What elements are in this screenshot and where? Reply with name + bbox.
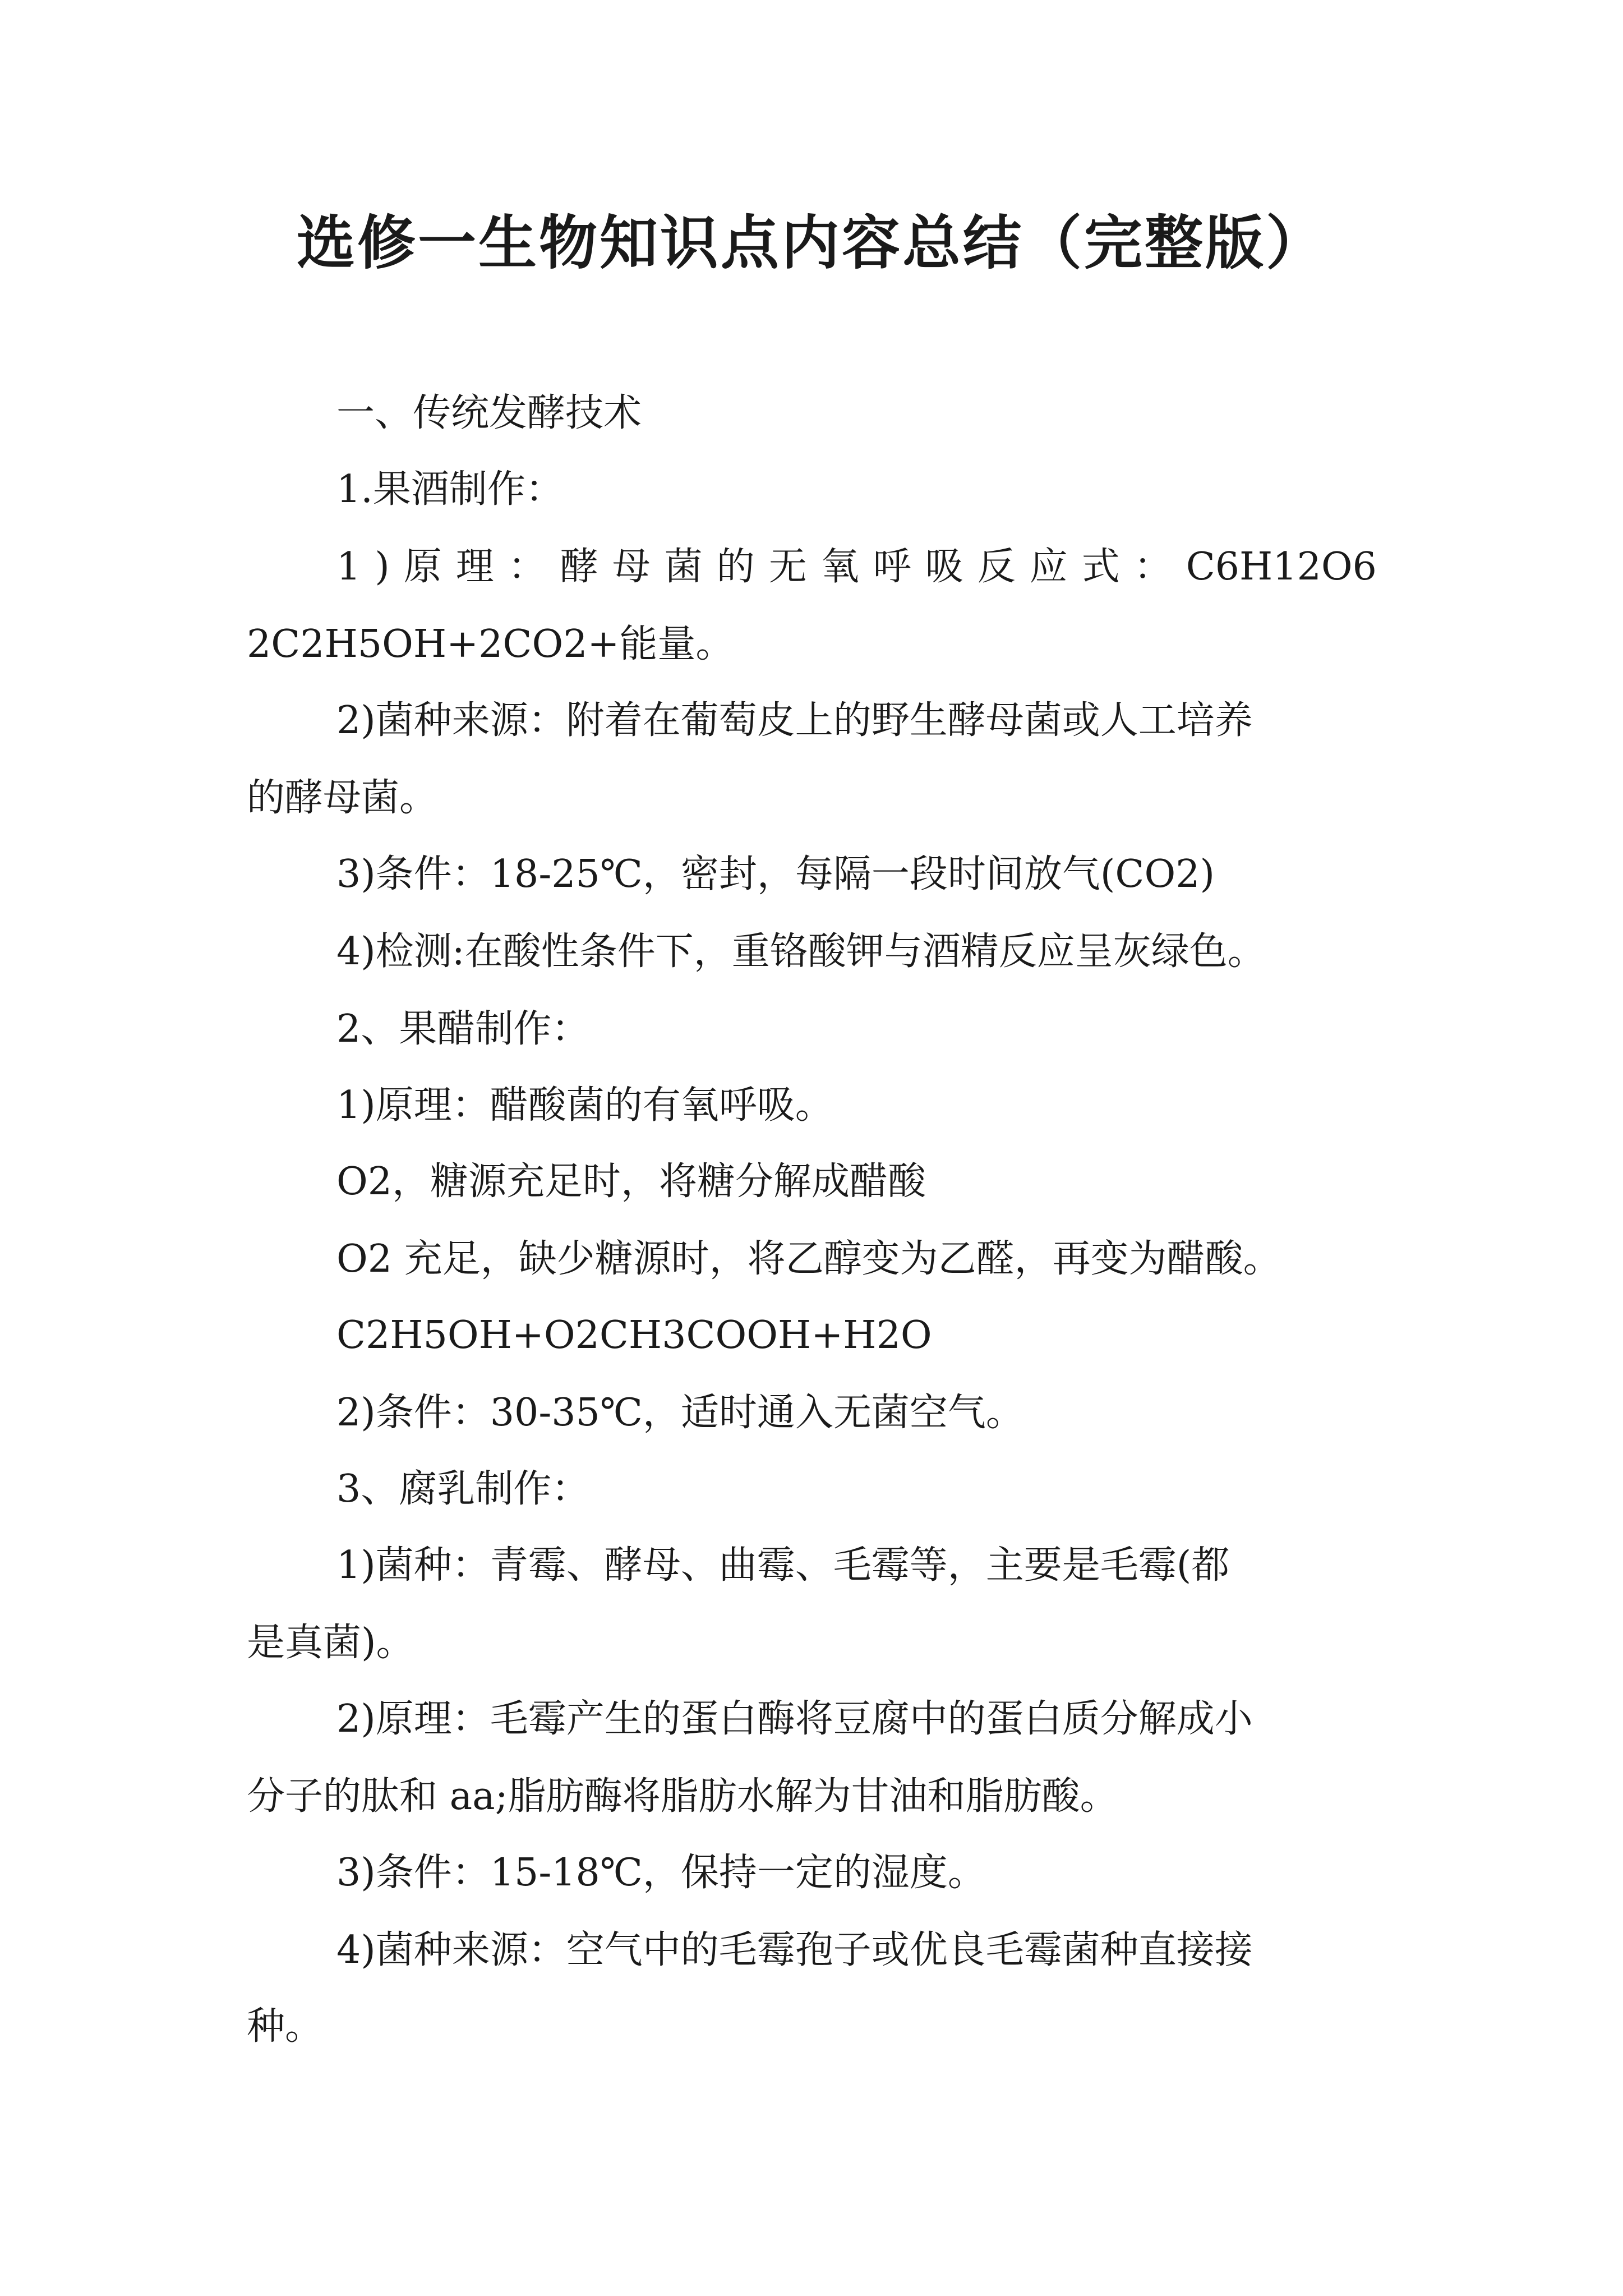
justified-text: 菌 xyxy=(664,545,703,589)
subsection-heading-sufu: 3、腐乳制作： xyxy=(336,1467,590,1511)
wine-conditions-line: 3)条件：18-25℃，密封，每隔一段时间放气(CO2) xyxy=(336,852,1215,896)
justified-text: 反 xyxy=(977,545,1016,589)
justified-text: 酵 xyxy=(560,545,598,589)
sufu-source-continuation: 种。 xyxy=(247,2004,324,2049)
justified-text: ： xyxy=(1133,545,1172,589)
sufu-principle-continuation: 分子的肽和 aa;脂肪酶将脂肪水解为甘油和脂肪酸。 xyxy=(247,1774,1118,1819)
justified-text: 式 xyxy=(1081,545,1120,589)
justified-text: 原 xyxy=(403,545,442,589)
sufu-source-line: 4)菌种来源：空气中的毛霉孢子或优良毛霉菌种直接接 xyxy=(336,1928,1253,1972)
wine-detection-line: 4)检测:在酸性条件下，重铬酸钾与酒精反应呈灰绿色。 xyxy=(336,930,1266,974)
sufu-strain-line: 1)菌种：青霉、酵母、曲霉、毛霉等，主要是毛霉(都 xyxy=(336,1543,1230,1588)
justified-text: ) xyxy=(375,545,390,589)
vinegar-principle-line: 1)原理：醋酸菌的有氧呼吸。 xyxy=(336,1083,833,1128)
sufu-strain-continuation: 是真菌)。 xyxy=(247,1621,414,1665)
vinegar-sugar-lacking-line: O2 充足，缺少糖源时，将乙醇变为乙醛，再变为醋酸。 xyxy=(336,1237,1281,1281)
wine-strain-source-line: 2)菌种来源：附着在葡萄皮上的野生酵母菌或人工培养 xyxy=(336,698,1253,743)
justified-text: 理 xyxy=(455,545,494,589)
justified-text: 氧 xyxy=(820,545,859,589)
page-title: 选修一生物知识点内容总结（完整版） xyxy=(296,209,1326,277)
justified-text: 无 xyxy=(768,545,807,589)
section-heading-fermentation: 一、传统发酵技术 xyxy=(336,391,642,435)
justified-text: C6H12O6 xyxy=(1186,545,1377,589)
vinegar-sugar-sufficient-line: O2，糖源充足时，将糖分解成醋酸 xyxy=(336,1159,926,1204)
wine-principle-line xyxy=(336,542,1377,592)
justified-text: 应 xyxy=(1029,545,1068,589)
sufu-principle-line: 2)原理：毛霉产生的蛋白酶将豆腐中的蛋白质分解成小 xyxy=(336,1697,1253,1741)
justified-text: ： xyxy=(508,545,546,589)
justified-text: 的 xyxy=(716,545,755,589)
vinegar-conditions-line: 2)条件：30-35℃，适时通入无菌空气。 xyxy=(336,1391,1024,1435)
justified-text: 吸 xyxy=(925,545,963,589)
subsection-heading-wine: 1.果酒制作： xyxy=(336,467,564,512)
subsection-heading-vinegar: 2、果醋制作： xyxy=(336,1007,590,1051)
justified-text: 呼 xyxy=(873,545,911,589)
justified-text: 母 xyxy=(612,545,651,589)
justified-text: 1 xyxy=(336,545,361,589)
vinegar-equation-line: C2H5OH+O2CH3COOH+H2O xyxy=(336,1313,932,1358)
wine-strain-source-continuation: 的酵母菌。 xyxy=(247,776,438,820)
sufu-conditions-line: 3)条件：15-18℃，保持一定的湿度。 xyxy=(336,1851,986,1895)
wine-principle-continuation: 2C2H5OH+2CO2+能量。 xyxy=(247,622,734,666)
